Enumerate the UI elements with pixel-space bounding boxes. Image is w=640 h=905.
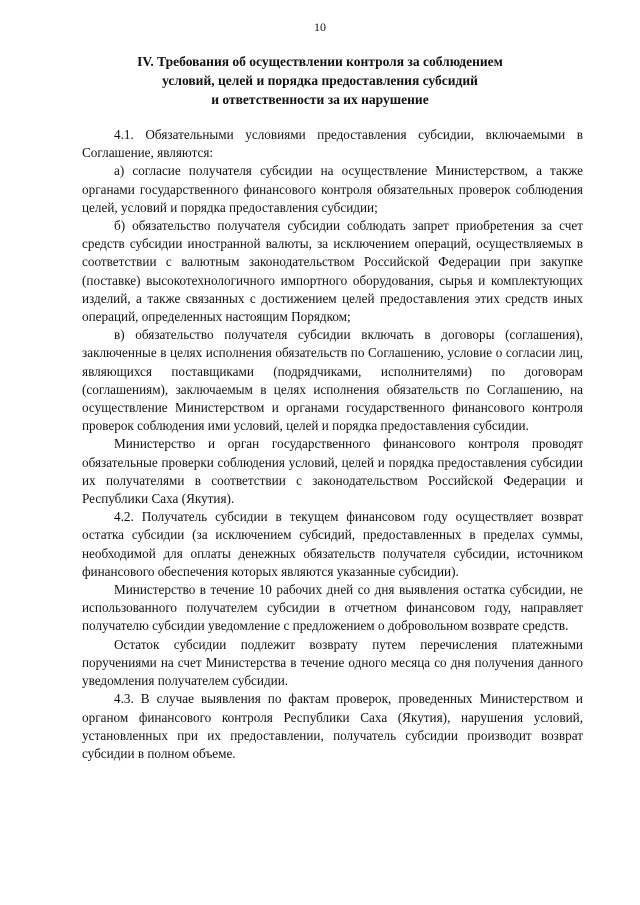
section-heading: [110, 52, 530, 109]
section-heading-line-2: условий, целей и порядка предоставления субсидий: [162, 73, 478, 88]
paragraph-4-1-c: в) обязательство получателя субсидии включать в договоры (соглашения), заключенные в целях исполнения обязательств по Соглашению, условие о согласии лиц, являющихся поставщиками (подрядчиками, исполнителями) по договорам (соглашениям), заключаемым в целях исполнения обязательств по Соглашению, на осуществление Министерством и органами государственного финансового контроля проверок соблюдения ими условий, целей и порядка предоставления субсидии.: [82, 327, 583, 434]
paragraph-4-1-intro: 4.1. Обязательными условиями предоставления субсидии, включаемыми в Соглашение, являются:: [82, 127, 583, 161]
paragraph-4-2: 4.2. Получатель субсидии в текущем финансовом году осуществляет возврат остатка субсидии (за исключением субсидий, предоставленных в пределах суммы, необходимой для оплаты денежных обязательств получателя субсидии, источником финансового обеспечения которых являются указанные субсидии).: [82, 509, 583, 579]
paragraph-inspections: Министерство и орган государственного финансового контроля проводят обязательные проверки соблюдения условий, целей и порядка предоставления субсидии их получателями в соответствии с законодательством Российской Федерации и Республики Саха (Якутия).: [82, 436, 583, 507]
paragraph-4-3: 4.3. В случае выявления по фактам проверок, проведенных Министерством и органом финансового контроля Республики Саха (Якутия), нарушения условий, установленных при их предоставлении, получатель субсидии производит возврат субсидии в полном объеме.: [82, 691, 583, 761]
paragraph-4-1-a: а) согласие получателя субсидии на осуществление Министерством, а также органами государственного финансового контроля обязательных проверок соблюдения целей, условий и порядка предоставления субсидии;: [82, 163, 583, 215]
page-number: 10: [314, 20, 326, 34]
paragraph-4-1-b: б) обязательство получателя субсидии соблюдать запрет приобретения за счет средств субсидии иностранной валюты, за исключением операций, осуществляемых в соответствии с валютным законодательством Российской Федерации при закупке (поставке) высокотехнологичного импортного оборудования, сырья и комплектующих изделий, а также связанных с достижением целей предоставления этих средств иных операций, определенных настоящим Порядком;: [82, 218, 583, 325]
paragraph-notification: Министерство в течение 10 рабочих дней со дня выявления остатка субсидии, не использованного получателем субсидии в отчетном финансовом году, направляет получателю субсидии уведомление с предложением о добровольном возврате средств.: [82, 582, 583, 634]
document-body: [82, 126, 583, 763]
section-heading-line-3: и ответственности за их нарушение: [211, 92, 429, 107]
section-heading-line-1: IV. Требования об осуществлении контроля за соблюдением: [137, 54, 503, 69]
paragraph-refund: Остаток субсидии подлежит возврату путем перечисления платежными поручениями на счет Министерства в течение одного месяца со дня получения данного уведомления получателем субсидии.: [82, 636, 583, 689]
